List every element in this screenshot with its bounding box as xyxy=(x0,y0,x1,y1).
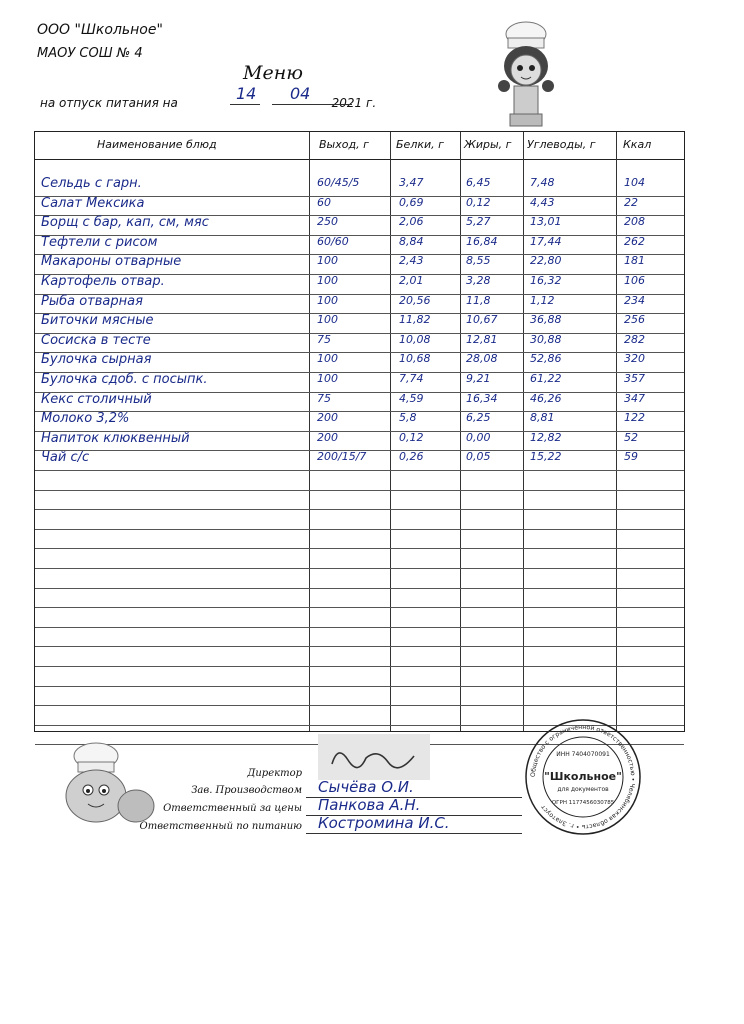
cell-fat: 0,05 xyxy=(466,450,491,464)
col-fat-header: Жиры, г xyxy=(464,138,512,151)
cell-protein: 2,01 xyxy=(399,274,424,287)
cell-name: Сосиска в тесте xyxy=(41,332,151,348)
cell-fat: 9,21 xyxy=(466,372,491,385)
cell-out: 200 xyxy=(317,430,338,444)
table-row xyxy=(35,274,684,293)
table-row xyxy=(35,176,684,195)
prices-name: Панкова А.Н. xyxy=(318,796,421,814)
menu-subtitle xyxy=(40,96,376,110)
cell-carbs: 8,81 xyxy=(530,411,555,425)
table-row xyxy=(35,372,684,391)
cell-carbs: 15,22 xyxy=(530,450,562,464)
cell-kcal: 104 xyxy=(624,176,645,189)
row-line xyxy=(35,548,684,549)
table-row xyxy=(35,313,684,332)
cell-out: 200/15/7 xyxy=(317,450,367,464)
cell-carbs: 1,12 xyxy=(530,293,555,307)
cell-name: Рыба отварная xyxy=(41,293,143,309)
cell-kcal: 52 xyxy=(624,430,638,444)
cell-protein: 10,68 xyxy=(399,352,431,366)
cell-kcal: 22 xyxy=(624,195,638,209)
cell-name: Булочка сырная xyxy=(41,352,152,368)
cell-out: 60 xyxy=(317,195,331,209)
cell-kcal: 106 xyxy=(624,274,645,287)
cell-protein: 10,08 xyxy=(399,332,431,346)
cell-fat: 12,81 xyxy=(466,332,498,346)
day-line xyxy=(230,104,260,105)
row-line xyxy=(35,470,684,471)
cell-name: Кекс столичный xyxy=(41,391,152,407)
cell-protein: 2,43 xyxy=(399,254,424,268)
table-row xyxy=(35,196,684,215)
cell-kcal: 59 xyxy=(624,450,638,464)
nutrition-name: Костромина И.С. xyxy=(318,814,450,832)
date-day: 14 xyxy=(236,84,257,103)
year-suffix: 2021 г. xyxy=(331,96,377,110)
month-line xyxy=(272,104,352,105)
nutrition-label: Ответственный по питанию xyxy=(139,821,302,832)
cell-fat: 16,34 xyxy=(466,391,498,405)
cell-kcal: 282 xyxy=(624,332,645,346)
cell-name: Картофель отвар. xyxy=(41,274,165,289)
row-line xyxy=(35,646,684,647)
cell-fat: 16,84 xyxy=(466,234,498,248)
cell-protein: 4,59 xyxy=(399,391,424,405)
table-header xyxy=(35,132,684,160)
nutrition-line xyxy=(306,833,522,834)
row-line xyxy=(35,607,684,608)
col-name-header: Наименование блюд xyxy=(97,138,217,151)
cell-carbs: 4,43 xyxy=(530,195,555,209)
cell-out: 100 xyxy=(317,372,338,385)
cell-carbs: 61,22 xyxy=(530,372,562,385)
cell-name: Булочка сдоб. с посыпк. xyxy=(41,372,208,387)
cell-carbs: 7,48 xyxy=(530,176,555,189)
table-row xyxy=(35,235,684,254)
cell-kcal: 320 xyxy=(624,352,645,366)
cell-name: Тефтели с рисом xyxy=(41,234,158,250)
cell-protein: 0,12 xyxy=(399,430,424,444)
table-row xyxy=(35,215,684,234)
cell-out: 250 xyxy=(317,215,338,229)
cell-out: 100 xyxy=(317,352,338,366)
cell-out: 100 xyxy=(317,293,338,307)
school-name: МАОУ СОШ № 4 xyxy=(37,46,143,61)
company-stamp xyxy=(524,718,642,836)
production-name: Сычёва О.И. xyxy=(318,778,414,796)
cell-kcal: 234 xyxy=(624,293,645,307)
table-row xyxy=(35,352,684,371)
stamp-inn: ИНН 7404070091 xyxy=(556,751,610,758)
cell-kcal: 347 xyxy=(624,391,645,405)
row-line xyxy=(35,666,684,667)
cell-protein: 3,47 xyxy=(399,176,424,189)
col-carbs-header: Углеводы, г xyxy=(527,138,596,151)
cell-fat: 0,00 xyxy=(466,430,491,444)
cell-out: 60/45/5 xyxy=(317,176,360,189)
cell-name: Молоко 3,2% xyxy=(41,411,130,427)
cell-out: 200 xyxy=(317,411,338,425)
cell-carbs: 17,44 xyxy=(530,234,562,248)
cell-out: 100 xyxy=(317,254,338,268)
cell-fat: 8,55 xyxy=(466,254,491,268)
table-row xyxy=(35,333,684,352)
subtitle-prefix: на отпуск питания на xyxy=(40,96,178,110)
cell-protein: 8,84 xyxy=(399,234,424,248)
cell-protein: 20,56 xyxy=(399,293,431,307)
row-line xyxy=(35,568,684,569)
row-line xyxy=(35,588,684,589)
cell-fat: 10,67 xyxy=(466,313,498,327)
cell-protein: 2,06 xyxy=(399,215,424,229)
stamp-center-text: "Школьное" xyxy=(544,770,622,783)
cell-protein: 5,8 xyxy=(399,411,417,425)
table-row xyxy=(35,450,684,469)
cell-name: Макароны отварные xyxy=(41,254,182,270)
row-line xyxy=(35,529,684,530)
chef-girl-illustration xyxy=(494,20,558,128)
cell-fat: 5,27 xyxy=(466,215,491,229)
cell-kcal: 357 xyxy=(624,372,645,385)
cell-fat: 6,45 xyxy=(466,176,491,189)
cell-kcal: 208 xyxy=(624,215,645,229)
cell-protein: 0,69 xyxy=(399,195,424,209)
row-line xyxy=(35,686,684,687)
cell-name: Сельдь с гарн. xyxy=(41,176,142,191)
stamp-ogrn: ОГРН 1177456030785 xyxy=(551,800,615,806)
cell-kcal: 122 xyxy=(624,411,645,425)
org-name: ООО "Школьное" xyxy=(37,22,163,38)
cell-name: Чай с/с xyxy=(41,450,90,466)
cell-out: 60/60 xyxy=(317,234,349,248)
menu-table xyxy=(34,131,685,732)
cell-name: Борщ с бар, кап, см, мяс xyxy=(41,215,209,231)
row-line xyxy=(35,705,684,706)
cell-name: Биточки мясные xyxy=(41,313,154,329)
table-row xyxy=(35,254,684,273)
cell-fat: 0,12 xyxy=(466,195,491,209)
cell-fat: 11,8 xyxy=(466,293,491,307)
cell-fat: 28,08 xyxy=(466,352,498,366)
cell-carbs: 52,86 xyxy=(530,352,562,366)
cell-kcal: 256 xyxy=(624,313,645,327)
cell-out: 75 xyxy=(317,332,331,346)
stamp-ring-text: Общество с ограниченной ответственностью • Челябинская область • г. Златоуст xyxy=(529,723,637,831)
cell-protein: 7,74 xyxy=(399,372,424,385)
row-line xyxy=(35,627,684,628)
production-label: Зав. Производством xyxy=(191,785,302,796)
prices-label: Ответственный за цены xyxy=(163,803,302,814)
row-line xyxy=(35,490,684,491)
cell-name: Салат Мексика xyxy=(41,195,145,211)
cell-fat: 3,28 xyxy=(466,274,491,287)
cell-carbs: 22,80 xyxy=(530,254,562,268)
chef-bun-illustration xyxy=(60,740,160,830)
cell-carbs: 16,32 xyxy=(530,274,562,287)
table-row xyxy=(35,411,684,430)
cell-out: 75 xyxy=(317,391,331,405)
stamp-sub-text: для документов xyxy=(557,786,609,793)
cell-carbs: 46,26 xyxy=(530,391,562,405)
cell-fat: 6,25 xyxy=(466,411,491,425)
date-month: 04 xyxy=(290,84,311,103)
col-kcal-header: Ккал xyxy=(623,138,652,151)
table-row xyxy=(35,392,684,411)
cell-kcal: 181 xyxy=(624,254,645,268)
col-out-header: Выход, г xyxy=(319,138,369,151)
cell-out: 100 xyxy=(317,313,338,327)
cell-name: Напиток клюквенный xyxy=(41,430,190,446)
cell-kcal: 262 xyxy=(624,234,645,248)
table-row xyxy=(35,431,684,450)
cell-carbs: 12,82 xyxy=(530,430,562,444)
cell-carbs: 13,01 xyxy=(530,215,562,229)
cell-protein: 11,82 xyxy=(399,313,431,327)
director-signature xyxy=(318,734,430,780)
row-line xyxy=(35,509,684,510)
menu-title: Меню xyxy=(243,62,303,84)
director-label: Директор xyxy=(247,768,302,779)
cell-carbs: 30,88 xyxy=(530,332,562,346)
cell-out: 100 xyxy=(317,274,338,287)
cell-carbs: 36,88 xyxy=(530,313,562,327)
col-protein-header: Белки, г xyxy=(396,138,444,151)
cell-protein: 0,26 xyxy=(399,450,424,464)
table-row xyxy=(35,294,684,313)
